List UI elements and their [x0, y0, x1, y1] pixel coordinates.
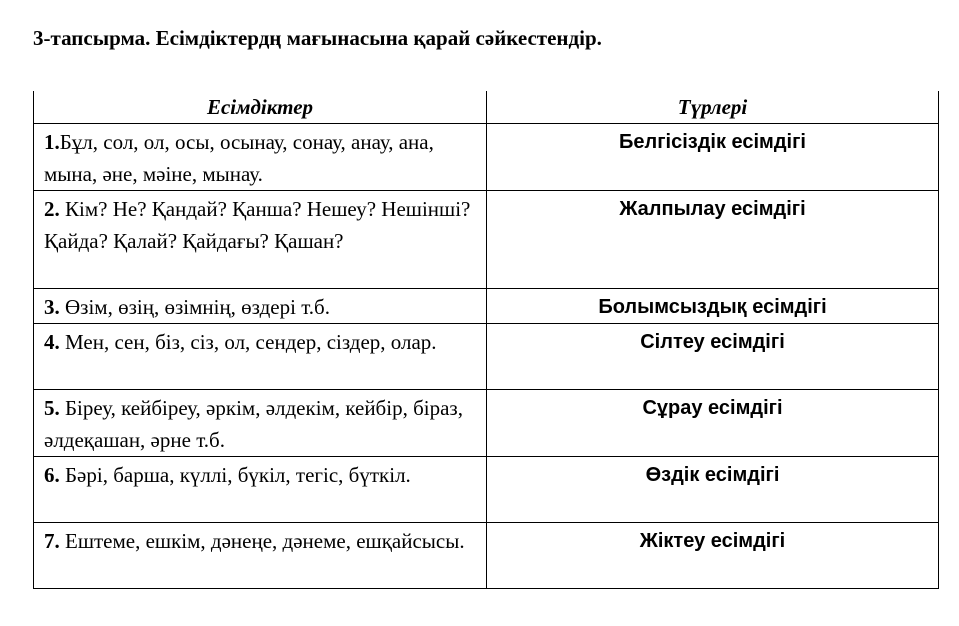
pronoun-cell: [34, 390, 487, 457]
pronoun-cell: [34, 124, 487, 191]
type-cell: Болымсыздық есімдігі: [487, 289, 939, 324]
row-number: 7.: [44, 529, 60, 553]
type-cell: Жіктеу есімдігі: [487, 523, 939, 589]
row-number: 4.: [44, 330, 60, 354]
pronoun-list: Бәрі, барша, күллі, бүкіл, тегіс, бүткіл.: [59, 463, 411, 487]
table-row: [34, 457, 939, 523]
pronoun-cell: [34, 457, 487, 523]
table-row: [34, 523, 939, 589]
type-cell: Сілтеу есімдігі: [487, 324, 939, 390]
pronoun-list: Біреу, кейбіреу, әркім, әлдекім, кейбір, біраз, әлдеқашан, әрне т.б.: [44, 396, 463, 452]
page-title: 3-тапсырма. Есімдіктердң мағынасына қарай сәйкестендір.: [33, 26, 602, 50]
header-pronouns: Есімдіктер: [34, 91, 487, 124]
pronoun-cell: [34, 191, 487, 289]
table-row: [34, 124, 939, 191]
pronoun-list: Мен, сен, біз, сіз, ол, сендер, сіздер, олар.: [59, 330, 437, 354]
table-row: [34, 324, 939, 390]
pronoun-cell: [34, 523, 487, 589]
pronoun-list: Ештеме, ешкім, дәнеңе, дәнеме, ешқайсысы.: [59, 529, 465, 553]
type-cell: Жалпылау есімдігі: [487, 191, 939, 289]
row-number: 2.: [44, 197, 60, 221]
table-row: [34, 390, 939, 457]
table-row: [34, 289, 939, 324]
row-number: 5.: [44, 396, 60, 420]
header-types: Түрлері: [487, 91, 939, 124]
row-number: 1.: [44, 130, 60, 154]
pronoun-list: Бұл, сол, ол, осы, осынау, сонау, анау, ана, мына, әне, мәіне, мынау.: [44, 130, 434, 186]
type-cell: Сұрау есімдігі: [487, 390, 939, 457]
pronoun-cell: [34, 324, 487, 390]
row-number: 6.: [44, 463, 60, 487]
pronoun-list: Кім? Не? Қандай? Қанша? Нешеу? Нешінші? Қайда? Қалай? Қайдағы? Қашан?: [44, 197, 471, 253]
row-number: 3.: [44, 295, 60, 319]
type-cell: Белгісіздік есімдігі: [487, 124, 939, 191]
pronoun-cell: [34, 289, 487, 324]
pronoun-list: Өзім, өзің, өзімнің, өздері т.б.: [59, 295, 330, 319]
matching-table: [33, 91, 939, 589]
type-cell: Өздік есімдігі: [487, 457, 939, 523]
table-header-row: [34, 91, 939, 124]
table-row: [34, 191, 939, 289]
